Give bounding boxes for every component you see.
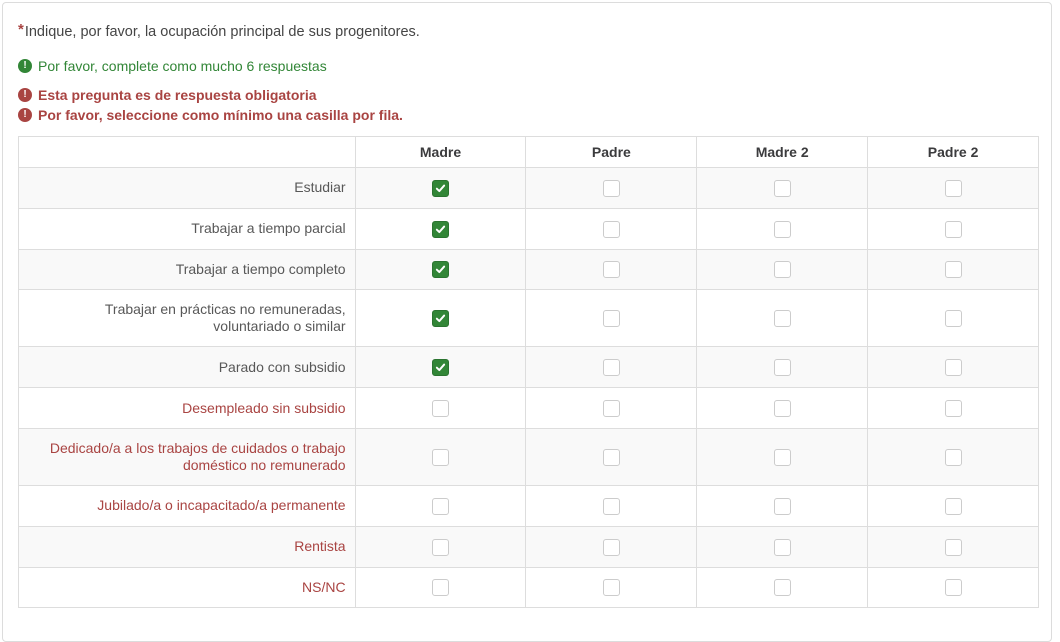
answer-cell	[526, 168, 697, 209]
mandatory-tip-group	[18, 85, 1039, 125]
table-row	[19, 347, 1039, 388]
answer-cell	[868, 485, 1039, 526]
answer-cell	[868, 428, 1039, 485]
checkmark-icon	[435, 183, 446, 194]
answer-cell	[868, 249, 1039, 290]
checkbox-r1-madre-2[interactable]	[774, 221, 791, 238]
table-row	[19, 428, 1039, 485]
checkbox-r9-padre-2[interactable]	[945, 579, 962, 596]
row-label: Trabajar a tiempo parcial	[19, 208, 356, 249]
checkbox-r8-madre[interactable]	[432, 539, 449, 556]
table-row	[19, 567, 1039, 608]
exclamation-circle-icon: !	[18, 88, 32, 102]
table-row	[19, 526, 1039, 567]
checkbox-r7-padre-2[interactable]	[945, 498, 962, 515]
column-header-madre: Madre	[355, 137, 526, 168]
checkbox-r1-padre[interactable]	[603, 221, 620, 238]
checkbox-r1-madre[interactable]	[432, 221, 449, 238]
answer-cell	[526, 567, 697, 608]
checkbox-r9-padre[interactable]	[603, 579, 620, 596]
row-label: Parado con subsidio	[19, 347, 356, 388]
required-asterisk: *	[18, 21, 24, 38]
answer-cell	[697, 526, 868, 567]
checkbox-r8-madre-2[interactable]	[774, 539, 791, 556]
answer-cell	[697, 567, 868, 608]
question-title	[18, 23, 1039, 41]
checkbox-r3-madre-2[interactable]	[774, 310, 791, 327]
answer-cell	[526, 347, 697, 388]
checkbox-r9-madre[interactable]	[432, 579, 449, 596]
checkbox-r4-padre-2[interactable]	[945, 359, 962, 376]
answer-cell	[355, 249, 526, 290]
column-header-padre-2: Padre 2	[868, 137, 1039, 168]
answer-cell	[526, 290, 697, 347]
checkmark-icon	[435, 264, 446, 275]
checkbox-r5-padre-2[interactable]	[945, 400, 962, 417]
answer-cell	[355, 168, 526, 209]
answer-cell	[355, 428, 526, 485]
answer-cell	[355, 526, 526, 567]
answer-cell	[868, 526, 1039, 567]
checkbox-r7-padre[interactable]	[603, 498, 620, 515]
checkbox-r6-padre-2[interactable]	[945, 449, 962, 466]
checkbox-r0-madre[interactable]	[432, 180, 449, 197]
question-text: Indique, por favor, la ocupación principal de sus progenitores.	[24, 24, 420, 40]
answers-matrix	[18, 136, 1039, 608]
mandatory-tip-text: Esta pregunta es de respuesta obligatoria	[38, 87, 317, 103]
answer-cell	[355, 567, 526, 608]
table-row	[19, 208, 1039, 249]
checkbox-r0-madre-2[interactable]	[774, 180, 791, 197]
answer-cell	[868, 208, 1039, 249]
answer-cell	[526, 388, 697, 429]
answer-cell	[697, 347, 868, 388]
table-row	[19, 485, 1039, 526]
mandatory-tip	[18, 85, 1039, 105]
table-row	[19, 249, 1039, 290]
checkbox-r1-padre-2[interactable]	[945, 221, 962, 238]
checkbox-r8-padre-2[interactable]	[945, 539, 962, 556]
row-label: Rentista	[19, 526, 356, 567]
row-label: Jubilado/a o incapacitado/a permanente	[19, 485, 356, 526]
checkbox-r4-padre[interactable]	[603, 359, 620, 376]
checkbox-r2-padre[interactable]	[603, 261, 620, 278]
checkbox-r5-madre[interactable]	[432, 400, 449, 417]
row-label: Desempleado sin subsidio	[19, 388, 356, 429]
checkbox-r6-padre[interactable]	[603, 449, 620, 466]
answer-cell	[868, 347, 1039, 388]
checkbox-r4-madre-2[interactable]	[774, 359, 791, 376]
checkbox-r5-padre[interactable]	[603, 400, 620, 417]
table-row	[19, 388, 1039, 429]
answer-cell	[526, 485, 697, 526]
answer-cell	[355, 485, 526, 526]
answer-cell	[868, 168, 1039, 209]
checkbox-r8-padre[interactable]	[603, 539, 620, 556]
checkmark-icon	[435, 362, 446, 373]
answer-cell	[697, 168, 868, 209]
answer-cell	[868, 388, 1039, 429]
answer-cell	[697, 428, 868, 485]
exclamation-circle-icon: !	[18, 59, 32, 73]
checkbox-r2-madre[interactable]	[432, 261, 449, 278]
answer-cell	[868, 290, 1039, 347]
max-answers-tip-text: Por favor, complete como mucho 6 respuestas	[38, 58, 327, 74]
checkbox-r7-madre-2[interactable]	[774, 498, 791, 515]
answer-cell	[355, 290, 526, 347]
answer-cell	[697, 388, 868, 429]
checkmark-icon	[435, 224, 446, 235]
row-label: Estudiar	[19, 168, 356, 209]
checkbox-r0-padre-2[interactable]	[945, 180, 962, 197]
table-row	[19, 290, 1039, 347]
checkmark-icon	[435, 313, 446, 324]
header-row	[19, 137, 1039, 168]
answer-cell	[355, 388, 526, 429]
checkbox-r2-padre-2[interactable]	[945, 261, 962, 278]
answer-cell	[526, 526, 697, 567]
min-per-row-tip	[18, 105, 1039, 125]
answer-cell	[697, 208, 868, 249]
answer-cell	[697, 249, 868, 290]
checkbox-r3-padre-2[interactable]	[945, 310, 962, 327]
row-label: Trabajar a tiempo completo	[19, 249, 356, 290]
max-answers-tip	[18, 56, 1039, 76]
row-label: Trabajar en prácticas no remuneradas, voluntariado o similar	[19, 290, 356, 347]
answer-cell	[868, 567, 1039, 608]
answer-cell	[697, 485, 868, 526]
column-header-padre: Padre	[526, 137, 697, 168]
answer-cell	[697, 290, 868, 347]
column-header-madre-2: Madre 2	[697, 137, 868, 168]
checkbox-r3-madre[interactable]	[432, 310, 449, 327]
checkbox-r6-madre[interactable]	[432, 449, 449, 466]
checkbox-r7-madre[interactable]	[432, 498, 449, 515]
checkbox-r6-madre-2[interactable]	[774, 449, 791, 466]
header-corner-cell	[19, 137, 356, 168]
min-per-row-tip-text: Por favor, seleccione como mínimo una casilla por fila.	[38, 107, 403, 123]
exclamation-circle-icon: !	[18, 108, 32, 122]
checkbox-r4-madre[interactable]	[432, 359, 449, 376]
checkbox-r3-padre[interactable]	[603, 310, 620, 327]
answer-cell	[355, 208, 526, 249]
row-label: Dedicado/a a los trabajos de cuidados o trabajo doméstico no remunerado	[19, 428, 356, 485]
answer-cell	[526, 428, 697, 485]
row-label: NS/NC	[19, 567, 356, 608]
matrix-body	[19, 168, 1039, 608]
answer-cell	[355, 347, 526, 388]
answer-cell	[526, 249, 697, 290]
checkbox-r5-madre-2[interactable]	[774, 400, 791, 417]
answer-cell	[526, 208, 697, 249]
checkbox-r9-madre-2[interactable]	[774, 579, 791, 596]
table-row	[19, 168, 1039, 209]
checkbox-r2-madre-2[interactable]	[774, 261, 791, 278]
checkbox-r0-padre[interactable]	[603, 180, 620, 197]
question-panel	[2, 2, 1052, 642]
